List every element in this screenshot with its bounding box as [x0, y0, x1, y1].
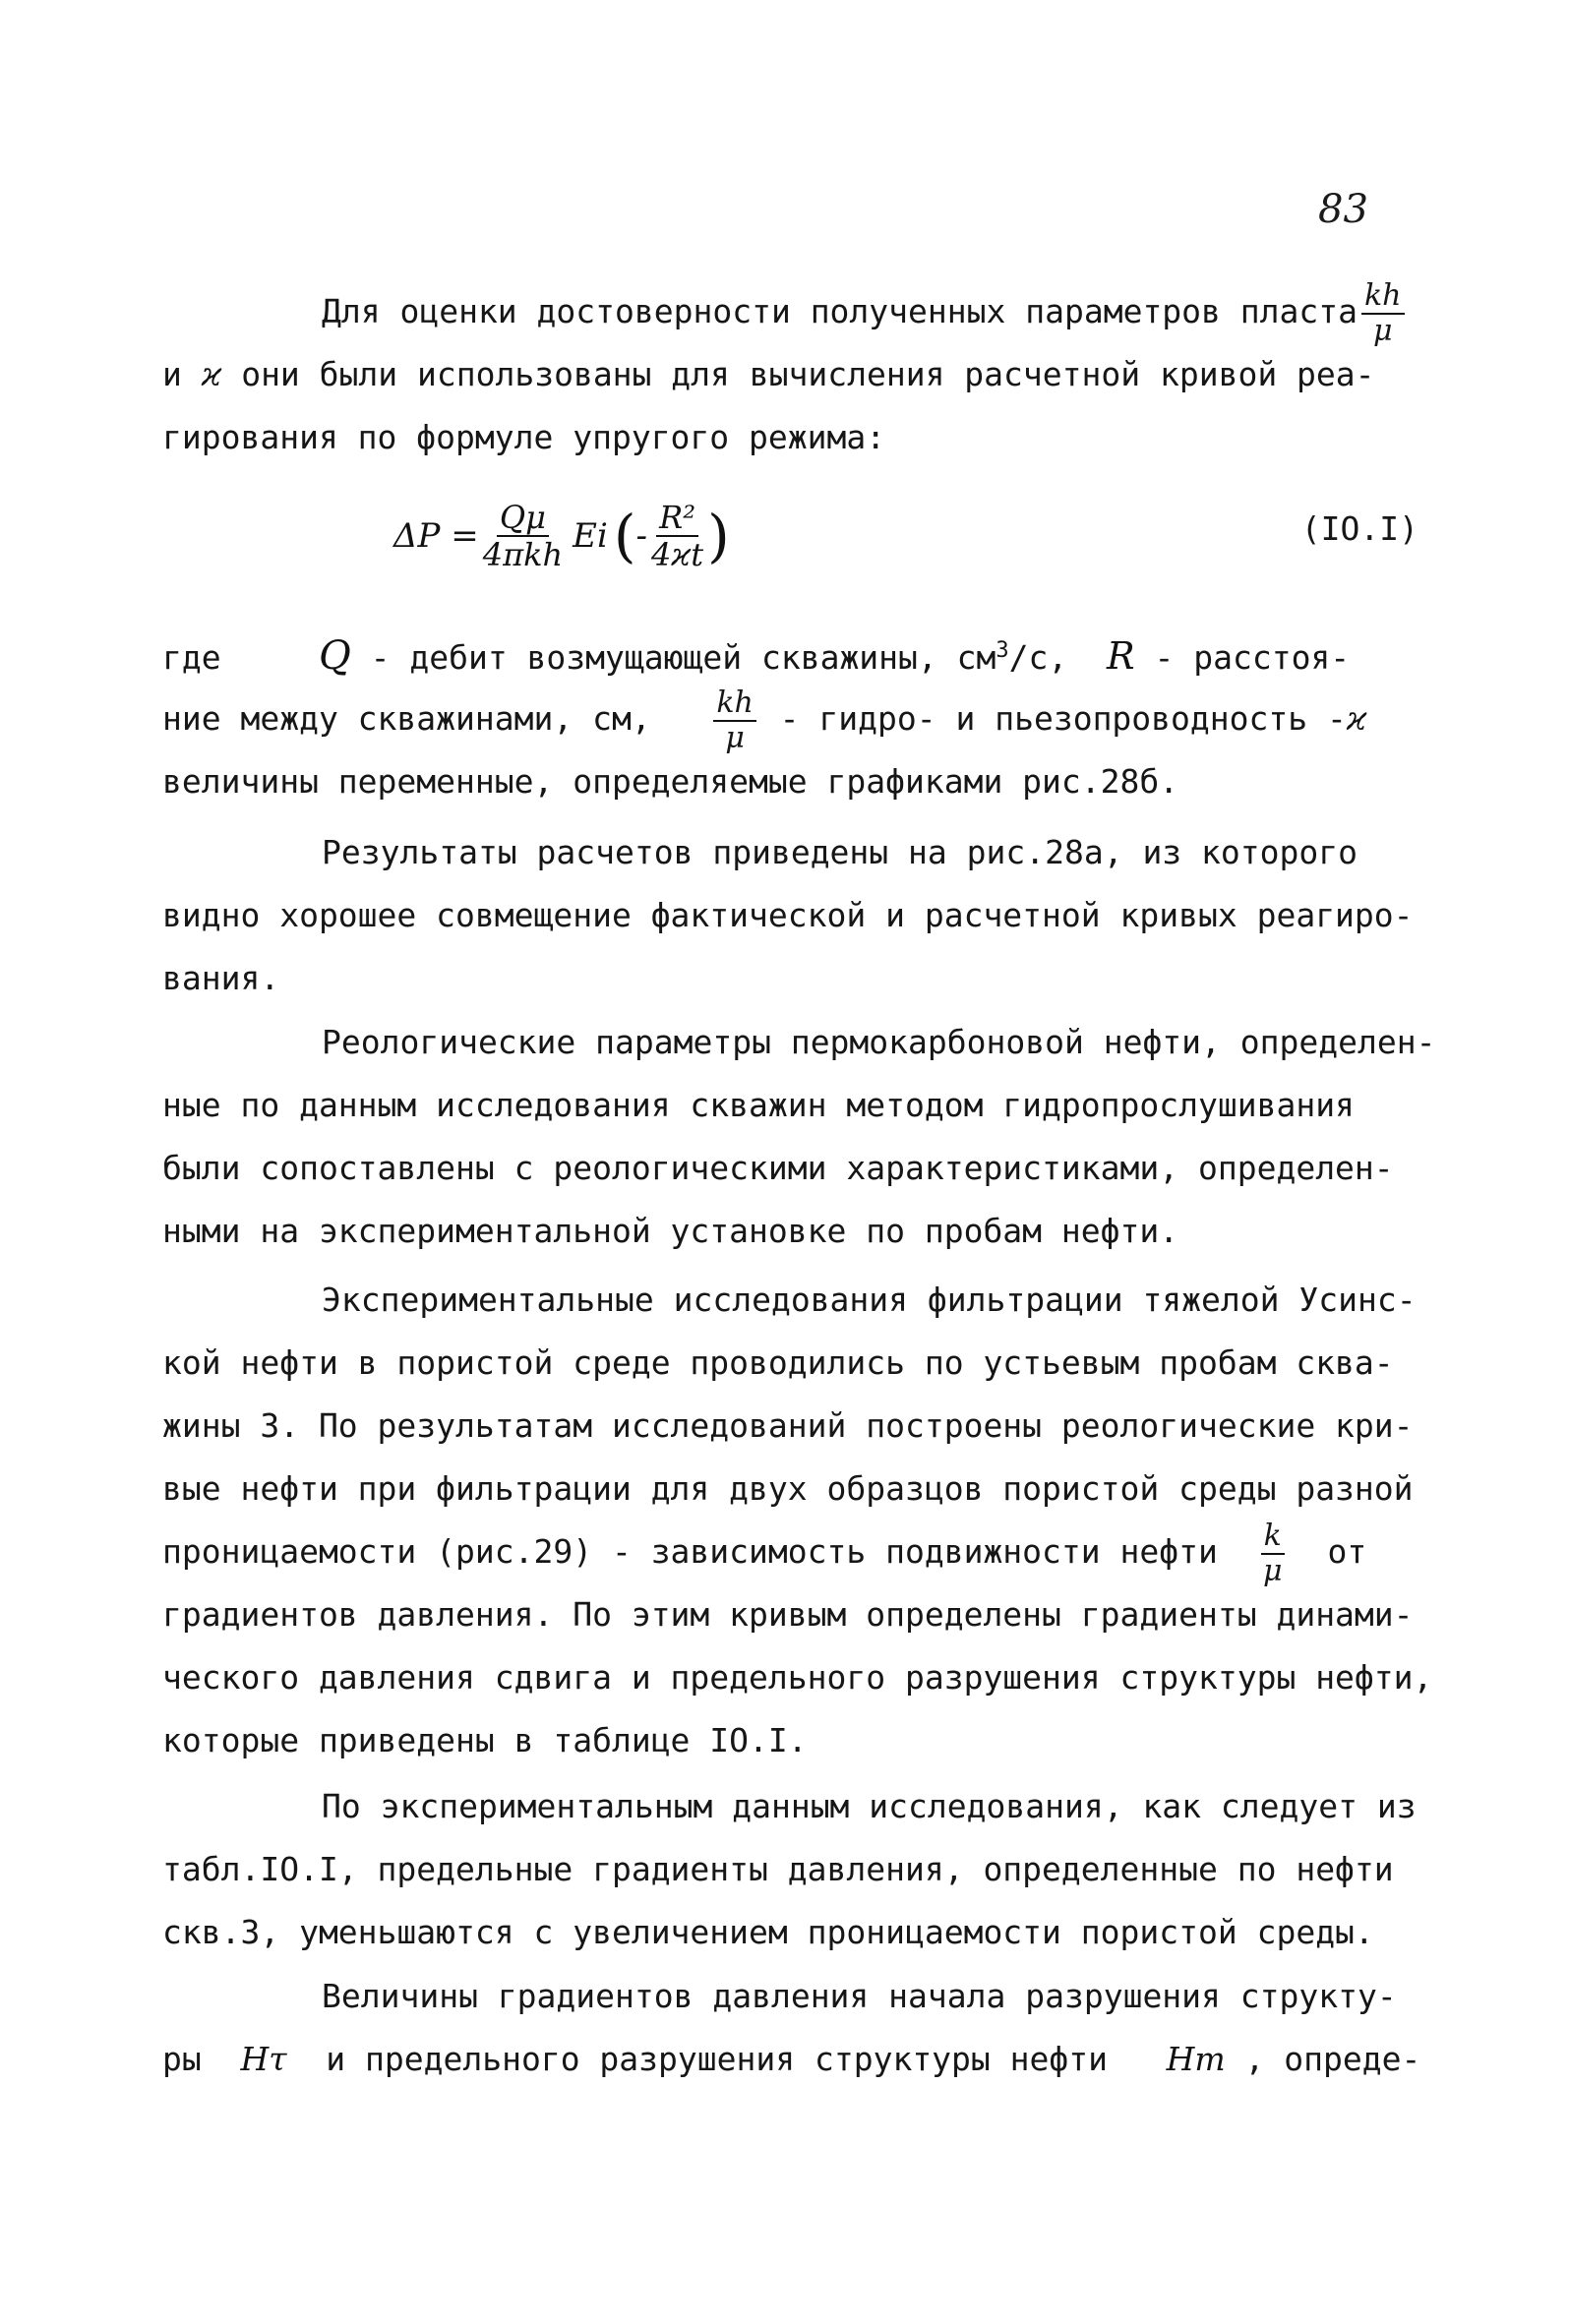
text-line [162, 1074, 1421, 1137]
kh-over-mu-fraction [1361, 277, 1405, 348]
text-run: ры [162, 2040, 202, 2078]
text-line [162, 1137, 1421, 1200]
text-line [162, 1965, 1421, 2028]
text-run: По экспериментальным данным исследования, как следует из [322, 1787, 1417, 1825]
kappa-symbol: ϰ [1346, 699, 1367, 738]
paragraph-gradients [162, 1775, 1421, 1964]
superscript: 3 [996, 638, 1009, 663]
text-line [162, 1901, 1421, 1964]
paragraph-intro [162, 277, 1421, 469]
page-number: 83 [1318, 187, 1368, 232]
text-line [162, 1011, 1436, 1074]
r-symbol: R [1107, 634, 1135, 678]
text-run: которые приведены в таблице IO.I. [162, 1721, 808, 1759]
text-line [162, 2028, 1421, 2091]
text-line [162, 1200, 1421, 1263]
fraction-denominator: μ [1262, 1553, 1283, 1588]
text-line [162, 1332, 1421, 1395]
fraction-numerator: Qμ [497, 502, 549, 537]
text-line [162, 1583, 1421, 1646]
text-run: , опреде- [1225, 2040, 1421, 2078]
paragraph-experiments [162, 1269, 1433, 1772]
text-line [162, 1775, 1421, 1838]
fraction-denominator: μ [725, 720, 745, 755]
k-over-mu-fraction [1261, 1518, 1285, 1588]
fraction-denominator: μ [1373, 313, 1393, 348]
text-run: Результаты расчетов приведены на рис.28а, из которого [322, 833, 1358, 871]
text-run: гирования по формуле упругого режима: [162, 418, 886, 456]
equation-number: (IO.I) [1300, 509, 1418, 548]
text-line [162, 1518, 1421, 1588]
minus-sign: - [635, 516, 647, 556]
paragraph-rheology [162, 1011, 1436, 1263]
text-run: кой нефти в пористой среде проводились по устьевым пробам сква- [162, 1343, 1394, 1382]
text-run: - расстоя- [1134, 638, 1351, 677]
formula-fraction-1 [482, 499, 564, 573]
text-line [162, 1646, 1433, 1709]
text-line [162, 821, 1421, 884]
text-run: ческого давления сдвига и предельного разрушения структуры нефти, [162, 1658, 1433, 1697]
text-run: табл.IO.I, предельные градиенты давления, определенные по нефти [162, 1850, 1394, 1888]
text-run: и предельного разрушения структуры нефти [286, 2040, 1108, 2078]
text-line [162, 750, 1421, 813]
text-run: Величины градиентов давления начала разрушения структу- [322, 1977, 1397, 2015]
text-run: скв.3, уменьшаются с увеличением проницаемости пористой среды. [162, 1913, 1374, 1951]
text-run: - гидро- и пьезопроводность - [759, 699, 1347, 738]
ei-function: Ei [573, 516, 608, 556]
text-run: ные по данным исследования скважин методом гидропрослушивания [162, 1086, 1355, 1124]
text-run: где [162, 638, 221, 677]
text-line [162, 625, 1421, 687]
kh-over-mu-fraction [713, 685, 756, 755]
close-paren: ) [707, 503, 730, 569]
paragraph-results [162, 821, 1421, 1010]
equation-10-1 [393, 482, 1426, 590]
text-run: вания. [162, 959, 280, 997]
text-run: Экспериментальные исследования фильтрации тяжелой Усинс- [322, 1281, 1417, 1319]
fraction-denominator: 4ϰt [650, 536, 704, 573]
text-line [162, 277, 1421, 348]
kappa-symbol: ϰ [201, 355, 222, 393]
text-run: - дебит возмущающей скважины, см [350, 638, 996, 677]
text-run: ние между скважинами, см, [162, 699, 651, 738]
text-run: проницаемости (рис.29) - зависимость подвижности нефти [162, 1532, 1218, 1571]
h-tau-symbol: Hτ [240, 2040, 287, 2078]
text-line [162, 947, 1421, 1010]
text-line [162, 1709, 1421, 1772]
text-line [162, 1458, 1421, 1520]
text-run: ными на экспериментальной установке по пробам нефти. [162, 1212, 1179, 1250]
text-run: вые нефти при фильтрации для двух образцов пористой среды разной [162, 1469, 1414, 1508]
text-line [162, 343, 1421, 406]
text-run: величины переменные, определяемые графиками рис.28б. [162, 762, 1179, 801]
h-m-symbol: Hm [1166, 2040, 1226, 2078]
text-run: были сопоставлены с реологическими характеристиками, определен- [162, 1149, 1394, 1187]
fraction-denominator: 4πkh [482, 536, 564, 573]
text-line [162, 1838, 1421, 1901]
text-line [162, 406, 1421, 469]
text-run: от [1288, 1532, 1367, 1571]
text-line [162, 1395, 1421, 1458]
text-run: они были использованы для вычисления расчетной кривой реа- [221, 355, 1375, 393]
paragraph-where [162, 625, 1421, 813]
fraction-numerator: k [1261, 1521, 1285, 1555]
text-run: Реологические параметры пермокарбоновой нефти, определен- [322, 1023, 1436, 1061]
text-run: и [162, 355, 202, 393]
paragraph-structure [162, 1965, 1421, 2091]
fraction-numerator: kh [713, 688, 756, 722]
formula-fraction-2 [650, 499, 704, 573]
formula-lhs: ΔP = [393, 516, 479, 556]
text-run: градиентов давления. По этим кривым определены градиенты динами- [162, 1595, 1414, 1634]
open-paren: ( [613, 503, 636, 569]
fraction-numerator: kh [1361, 281, 1405, 315]
text-run: Для оценки достоверности полученных параметров пласта [322, 292, 1358, 330]
text-line [162, 1269, 1421, 1332]
text-line [162, 685, 1421, 755]
q-symbol: Q [318, 633, 351, 679]
text-run: видно хорошее совмещение фактической и расчетной кривых реагиро- [162, 896, 1414, 934]
formula [393, 482, 730, 590]
text-line [162, 884, 1421, 947]
text-run: жины 3. По результатам исследований построены реологические кри- [162, 1406, 1414, 1445]
text-run: /с, [1008, 638, 1068, 677]
fraction-numerator: R² [656, 502, 698, 537]
